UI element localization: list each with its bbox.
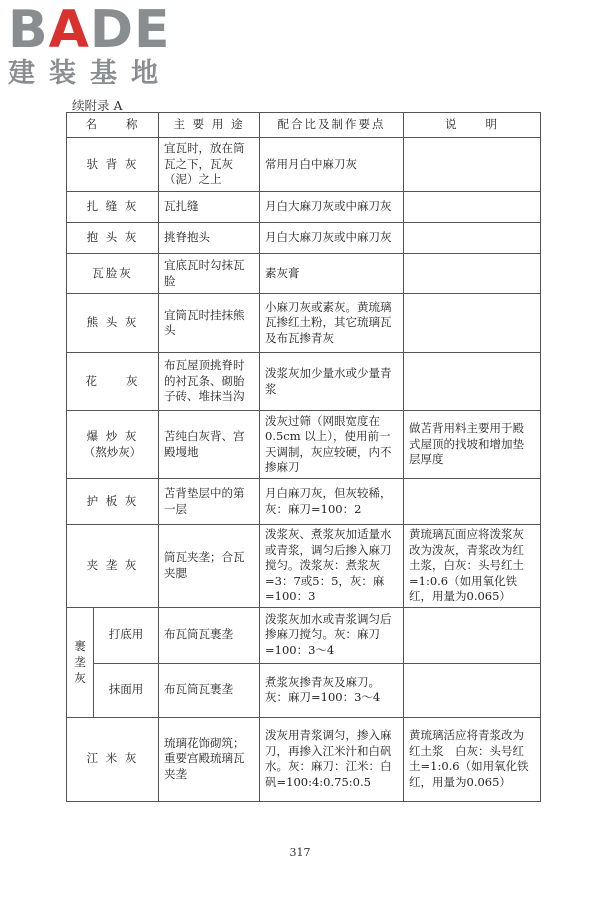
row-note	[404, 223, 541, 254]
table-row	[67, 294, 541, 353]
table-header-row	[67, 113, 541, 138]
row-name-main: 爆 炒 灰	[86, 429, 139, 443]
table-row	[67, 138, 541, 192]
logo-wordmark: BADE	[8, 0, 171, 60]
row-note: 做苫背用料主要用于殿式屋顶的找坡和增加垫层厚度	[404, 411, 541, 479]
logo-subtitle: 建装基地	[8, 58, 172, 89]
row-usage: 苫纯白灰背、宫殿墁地	[159, 411, 260, 479]
table-row	[67, 192, 541, 223]
row-name: 驮 背 灰	[67, 138, 159, 192]
table-row	[67, 353, 541, 411]
row-recipe: 泼浆灰加水或青浆调匀后掺麻刀搅匀。灰：麻刀=100：3～4	[260, 607, 404, 663]
row-usage: 琉璃花饰砌筑；重要宫殿琉璃瓦夹垄	[159, 717, 260, 801]
row-subname: 打底用	[94, 607, 159, 663]
row-recipe: 素灰膏	[260, 254, 404, 294]
table-row	[67, 254, 541, 294]
row-usage: 宜瓦时，放在筒瓦之下，瓦灰（泥）之上	[159, 138, 260, 192]
table-row	[67, 607, 541, 663]
header-name: 名 称	[67, 113, 159, 138]
table-row	[67, 525, 541, 608]
header-note: 说 明	[404, 113, 541, 138]
row-note	[404, 294, 541, 353]
row-name: 熊 头 灰	[67, 294, 159, 353]
row-usage: 宜筒瓦时挂抹熊头	[159, 294, 260, 353]
row-note	[404, 607, 541, 663]
row-usage: 布瓦屋顶挑脊时的衬瓦条、砌胎子砖、堆抹当沟	[159, 353, 260, 411]
row-usage: 瓦扎缝	[159, 192, 260, 223]
group-label: 裹 垄 灰	[67, 607, 94, 717]
table-row	[67, 717, 541, 801]
row-note	[404, 192, 541, 223]
header-usage: 主 要 用 途	[159, 113, 260, 138]
row-note	[404, 254, 541, 294]
row-name: 抱 头 灰	[67, 223, 159, 254]
table-row	[67, 663, 541, 717]
row-usage: 布瓦筒瓦裹垄	[159, 607, 260, 663]
row-name: 护 板 灰	[67, 479, 159, 525]
row-note	[404, 663, 541, 717]
row-name-alias: （熬炒灰）	[83, 444, 142, 459]
row-recipe: 月白大麻刀灰或中麻刀灰	[260, 192, 404, 223]
row-usage: 挑脊抱头	[159, 223, 260, 254]
row-recipe: 常用月白中麻刀灰	[260, 138, 404, 192]
header-recipe: 配合比及制作要点	[260, 113, 404, 138]
row-name: 瓦脸灰	[67, 254, 159, 294]
row-recipe: 泼浆灰加少量水或少量青浆	[260, 353, 404, 411]
row-recipe: 月白麻刀灰，但灰较稀，灰：麻刀=100：2	[260, 479, 404, 525]
row-recipe: 泼灰过筛（网眼宽度在0.5cm 以上），使用前一天调制，灰应较硬，内不掺麻刀	[260, 411, 404, 479]
row-usage: 筒瓦夹垄；合瓦夹腮	[159, 525, 260, 608]
row-usage: 宜底瓦时勾抹瓦脸	[159, 254, 260, 294]
appendix-caption: 续附录 A	[72, 98, 123, 113]
appendix-table	[66, 112, 541, 802]
page-number: 317	[289, 846, 311, 859]
row-note: 黄琉璃活应将青浆改为红土浆 白灰：头号红土=1:0.6（如用氧化铁红，用量为0.065）	[404, 717, 541, 801]
row-note	[404, 138, 541, 192]
row-name: 江 米 灰	[67, 717, 159, 801]
row-subname: 抹面用	[94, 663, 159, 717]
row-note	[404, 479, 541, 525]
row-recipe: 小麻刀灰或素灰。黄琉璃瓦掺红土粉，其它琉璃瓦及布瓦掺青灰	[260, 294, 404, 353]
row-name: 扎 缝 灰	[67, 192, 159, 223]
table-row	[67, 479, 541, 525]
row-name: 夹 垄 灰	[67, 525, 159, 608]
row-name: 花 灰	[67, 353, 159, 411]
row-recipe: 煮浆灰掺青灰及麻刀。灰：麻刀=100：3～4	[260, 663, 404, 717]
row-name	[67, 411, 159, 479]
table-row	[67, 411, 541, 479]
row-recipe: 月白大麻刀灰或中麻刀灰	[260, 223, 404, 254]
row-usage: 布瓦筒瓦裹垄	[159, 663, 260, 717]
row-note: 黄琉璃瓦面应将泼浆灰改为泼灰，青浆改为红土浆，白灰：头号红土=1:0.6（如用氧化铁红，用量为0.065）	[404, 525, 541, 608]
row-note	[404, 353, 541, 411]
table-row	[67, 223, 541, 254]
row-recipe: 泼浆灰、煮浆灰加适量水或青浆，调匀后掺入麻刀搅匀。泼浆灰：煮浆灰=3：7或5：5，灰：麻=100：3	[260, 525, 404, 608]
row-recipe: 泼灰用青浆调匀，掺入麻刀，再掺入江米汁和白矾水。灰：麻刀：江米：白矾=100:4:0.75:0.5	[260, 717, 404, 801]
bade-logo	[8, 0, 172, 90]
row-usage: 苫背垫层中的第一层	[159, 479, 260, 525]
